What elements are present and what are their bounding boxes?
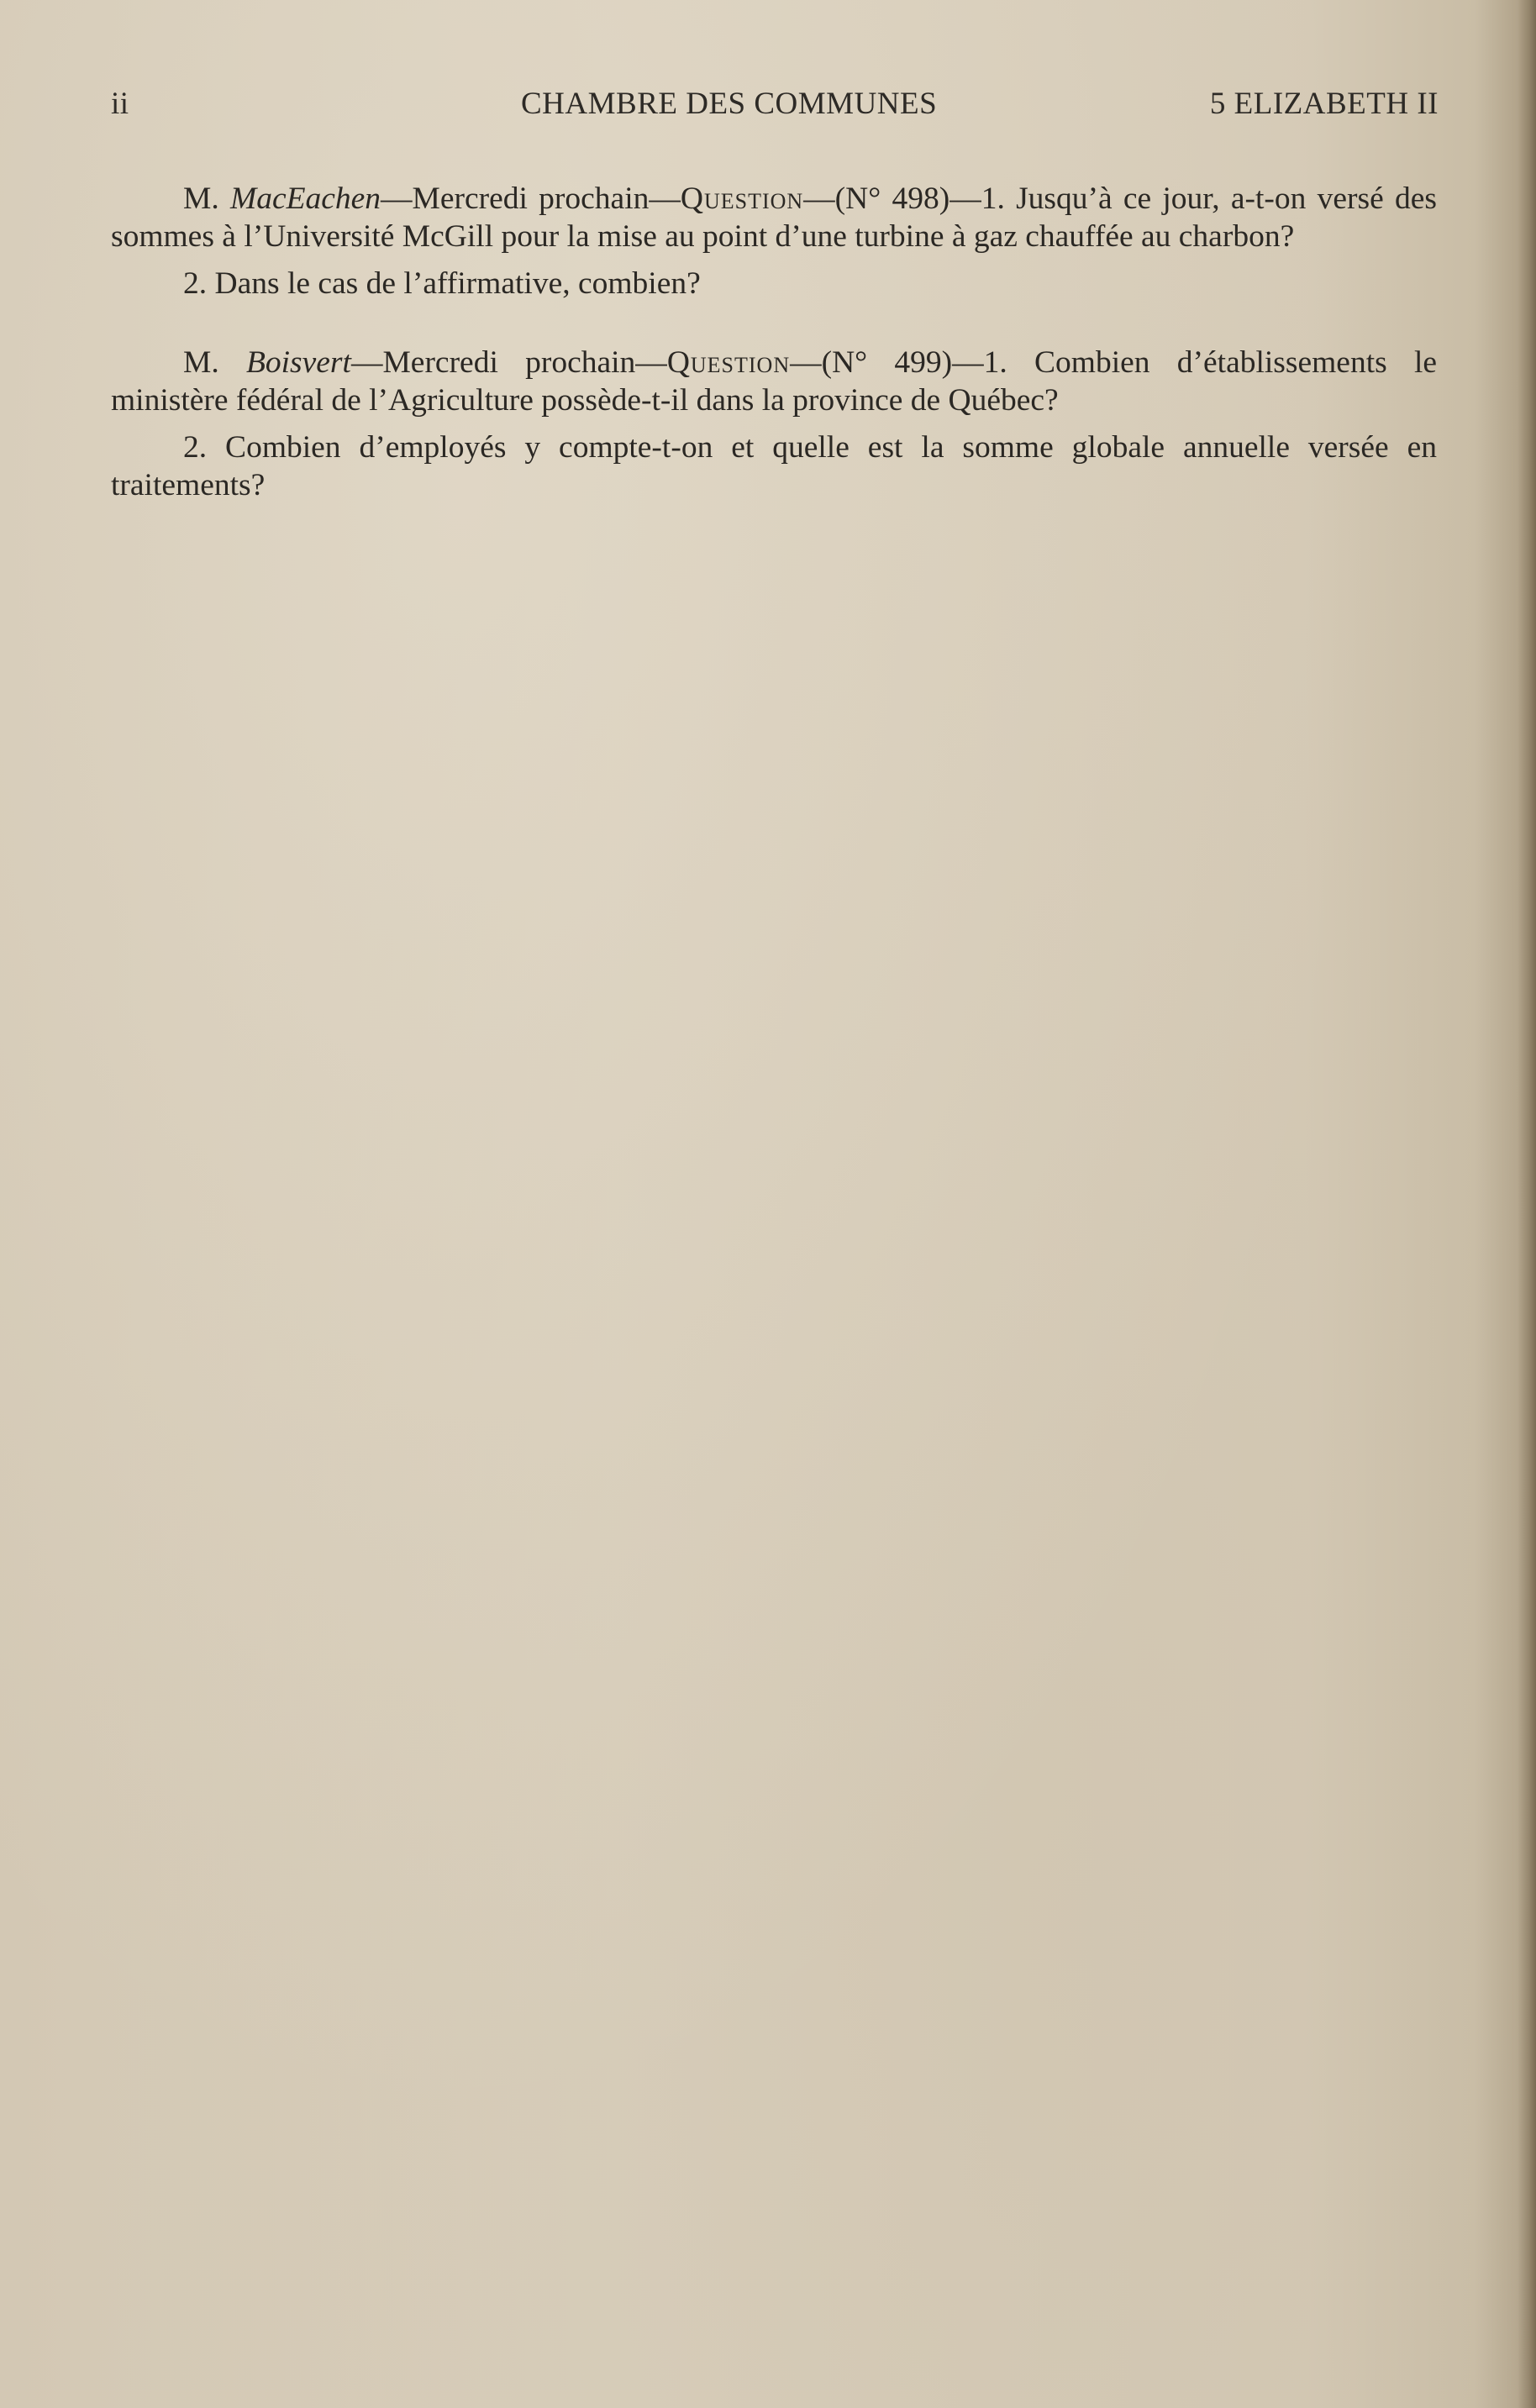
question-entry-499 xyxy=(111,344,1437,504)
question-paragraph xyxy=(111,344,1437,419)
member-name: MacEachen xyxy=(229,181,381,216)
regnal-year: 5 ELIZABETH II xyxy=(1209,87,1439,121)
member-name: Boisvert xyxy=(245,345,351,380)
question-part-1: Jusqu’à ce jour, a-t-on versé des sommes à l’Université McGill pour la mise au point d’une turbine à gaz chauffée au charbon? xyxy=(111,181,1437,254)
question-paragraph xyxy=(111,180,1437,255)
page-edge-shadow xyxy=(1518,0,1536,2408)
question-entry-498 xyxy=(111,180,1437,302)
questions-body xyxy=(111,180,1437,504)
member-prefix: M. xyxy=(183,181,230,216)
question-label: Question xyxy=(666,345,791,380)
question-label: Question xyxy=(680,181,804,216)
question-part-2: 2. Combien d’employés y compte-t-on et quelle est la somme globale annuelle versée en traitements? xyxy=(111,430,1437,502)
question-number: —(N° 499)—1. xyxy=(790,345,1035,380)
member-prefix: M. xyxy=(183,345,246,380)
question-part-1: Combien d’établissements le ministère fédéral de l’Agriculture possède-t-il dans la province de Québec? xyxy=(111,345,1438,418)
question-number: —(N° 498)—1. xyxy=(803,181,1017,216)
question-date: —Mercredi prochain— xyxy=(381,181,681,216)
running-title: CHAMBRE DES COMMUNES xyxy=(521,87,938,121)
question-part-2: 2. Dans le cas de l’affirmative, combien? xyxy=(183,266,701,301)
page-number: ii xyxy=(111,87,129,121)
running-header xyxy=(111,86,1439,136)
question-date: —Mercredi prochain— xyxy=(350,345,667,380)
